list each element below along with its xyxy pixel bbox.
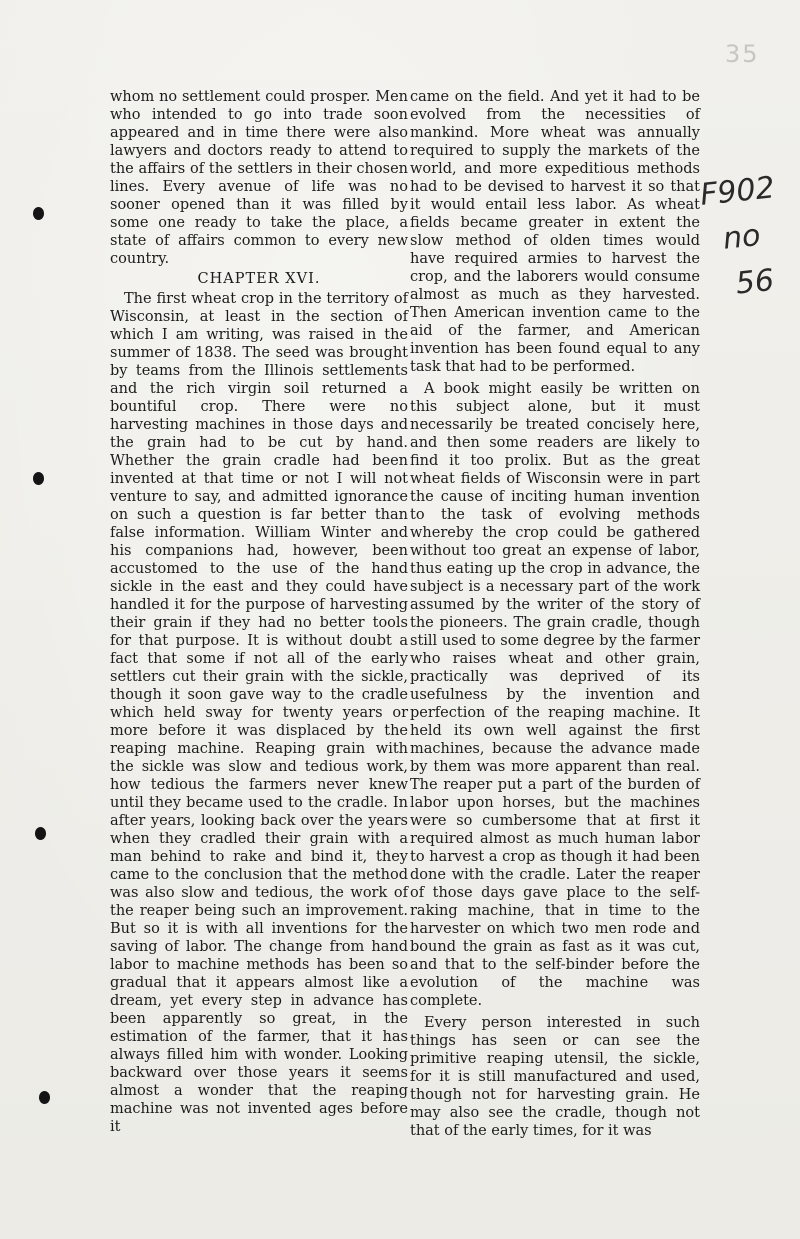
- punch-hole: [35, 827, 46, 840]
- paragraph: whom no settlement could prosper. Men who intended to go into trade soon appeared and in time there were also lawyers and doctors ready to attend to the affairs of the settlers in their chosen lines. Every avenue of life was no sooner opened than it was filled by some one ready to take the place, a state of affairs common to every new country.: [110, 89, 408, 267]
- page-number: 35: [725, 40, 760, 68]
- paragraph: Every person interested in such things has seen or can see the primitive reaping utensil, the sickle, for it is still manufactured and used, though not for harvesting grain. He may also see the cradle, though not that of the early times, for it was: [410, 1015, 700, 1139]
- punch-hole: [33, 207, 44, 220]
- paragraph: came on the field. And yet it had to be evolved from the necessities of mankind. More wheat was annually required to supply the markets of the world, and more expeditious methods had to be devised to harvest it so that it would entail less labor. As wheat fields became greater in extent the slow method of olden times would have required armies to harvest the crop, and the laborers would consume almost as much as they harvested. Then American invention came to the aid of the farmer, and American invention has been found equal to any task that had to be performed.: [410, 89, 700, 375]
- chapter-heading: CHAPTER XVI.: [197, 271, 321, 287]
- annotation-line: F902: [698, 170, 777, 213]
- punch-hole: [39, 1091, 50, 1104]
- left-column: [110, 88, 408, 1136]
- handwritten-annotation: [698, 164, 800, 311]
- annotation-line: 56: [734, 262, 776, 302]
- annotation-line: no: [721, 218, 763, 257]
- punch-hole: [33, 472, 44, 485]
- paragraph: The first wheat crop in the territory of Wisconsin, at least in the section of which I am writing, was raised in the summer of 1838. The seed was brought by teams from the Illinois settlements and the rich virgin soil returned a bountiful crop. There were no harvesting machines in those days and the grain had to be cut by hand. Whether the grain cradle had been invented at that time or not I will not venture to say, and admitted ignorance on such a question is far better than false information. William Winter and his companions had, however, been accustomed to the use of the hand sickle in the east and they could have handled it for the purpose of harvesting their grain if they had no better tools for that purpose. It is without doubt a fact that some if not all of the early settlers cut their grain with the sickle, though it soon gave way to the cradle which held sway for twenty years or more before it was displaced by the reaping machine. Reaping grain with the sickle was slow and tedious work, how tedious the farmers never knew until they became used to the cradle. In after years, looking back over the years when they cradled their grain with a man behind to rake and bind it, they came to the conclusion that the method was also slow and tedious, the work of the reaper being such an improvement. But so it is with all inventions for the saving of labor. The change from hand labor to machine methods has been so gradual that it appears almost like a dream, yet every step in advance has been apparently so great, in the estimation of the farmer, that it has always filled him with wonder. Looking backward over those years it seems almost a wonder that the reaping machine was not invented ages before it: [110, 291, 408, 1135]
- paragraph: A book might easily be written on this subject alone, but it must necessarily be treated concisely here, and then some readers are likely to find it too prolix. But as the great wheat fields of Wisconsin were in part the cause of inciting human invention to the task of evolving methods whereby the crop could be gathered without too great an expense of labor, thus eating up the crop in advance, the subject is a necessary part of the work assumed by the writer of the story of the pioneers. The grain cradle, though still used to some degree by the farmer who raises wheat and other grain, practically was deprived of its usefulness by the invention and perfection of the reaping machine. It held its own well against the first machines, because the advance made by them was more apparent than real. The reaper put a part of the burden of labor upon horses, but the machines were so cumbersome that at first it required almost as much human labor to harvest a crop as though it had been done with the cradle. Later the reaper of those days gave place to the self-raking machine, that in time to the harvester on which two men rode and bound the grain as fast as it was cut, and that to the self-binder before the evolution of the machine was complete.: [410, 381, 700, 1009]
- right-column: [410, 88, 700, 1140]
